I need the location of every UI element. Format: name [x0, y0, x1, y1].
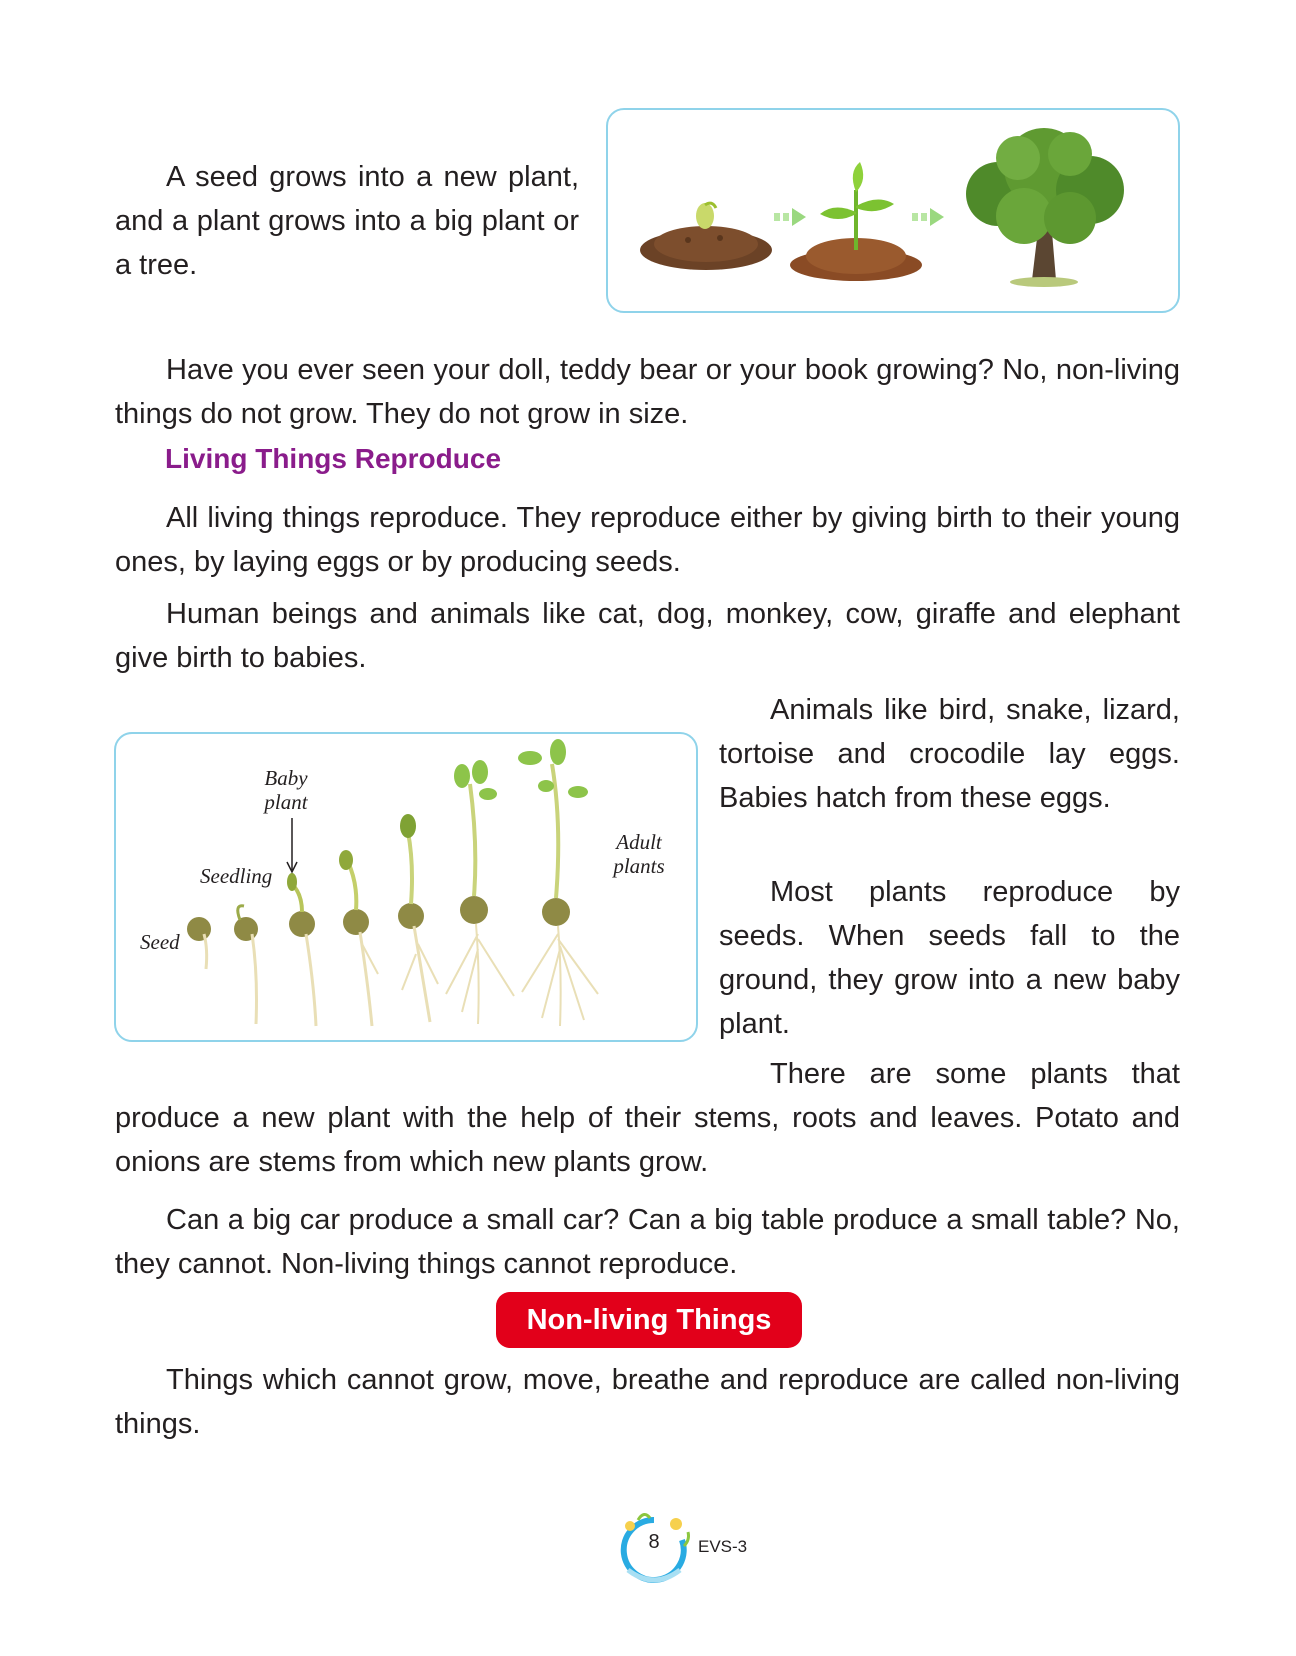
arrow-icon [912, 208, 944, 226]
label-seedling: Seedling [200, 864, 273, 888]
page-number: 8 [648, 1531, 660, 1553]
sprout-in-soil-icon [790, 162, 922, 281]
paragraph-car-table: Can a big car produce a small car? Can a big table produce a small table? No, they cannot. Non-living things cannot reproduce. [115, 1204, 1180, 1280]
growing-plant-icon [398, 814, 438, 1022]
germination-stages-figure [114, 732, 698, 1042]
book-code: EVS-3 [698, 1537, 748, 1556]
growing-plant-icon [339, 850, 378, 1026]
paragraph-stems-roots: There are some plants that produce a new plant with the help of their stems, roots and leaves. Potato and onions are stems from which new plants grow. [115, 1058, 1180, 1178]
seed-to-tree-illustration [608, 110, 1178, 311]
label-baby-plant: Baby plant [264, 766, 308, 814]
paragraph-seeds: Most plants reproduce by seeds. When seeds fall to the ground, they grow into a new baby plant. [719, 876, 1180, 1040]
heading-non-living-things: Non-living Things [496, 1292, 802, 1348]
young-plant-icon [446, 760, 514, 1024]
adult-plant-icon [518, 739, 598, 1026]
paragraph-lay-eggs: Animals like bird, snake, lizard, tortoise and crocodile lay eggs. Babies hatch from these eggs. [719, 694, 1180, 814]
paragraph-non-living-grow: Have you ever seen your doll, teddy bear or your book growing? No, non-living things do not grow. They do not grow in size. [115, 354, 1180, 430]
arrow-down-icon [282, 816, 302, 876]
tree-icon [966, 128, 1124, 287]
label-adult-plants: Adult plants [613, 830, 665, 878]
arrow-icon [774, 208, 806, 226]
paragraph-give-birth: Human beings and animals like cat, dog, monkey, cow, giraffe and elephant give birth to babies. [115, 598, 1180, 674]
seed-in-soil-icon [640, 203, 772, 270]
paragraph-definition: Things which cannot grow, move, breathe and reproduce are called non-living things. [115, 1364, 1180, 1440]
seed-icon [187, 917, 211, 969]
baby-plant-icon [287, 873, 316, 1026]
label-seed: Seed [140, 930, 180, 954]
paragraph-seed-growth: A seed grows into a new plant, and a plant grows into a big plant or a tree. [115, 161, 579, 281]
seedling-icon [234, 906, 258, 1024]
paragraph-reproduce-intro: All living things reproduce. They reproduce either by giving birth to their young ones, by laying eggs or by producing seeds. [115, 502, 1180, 578]
seed-to-tree-figure [606, 108, 1180, 313]
heading-living-things-reproduce: Living Things Reproduce [165, 443, 502, 474]
